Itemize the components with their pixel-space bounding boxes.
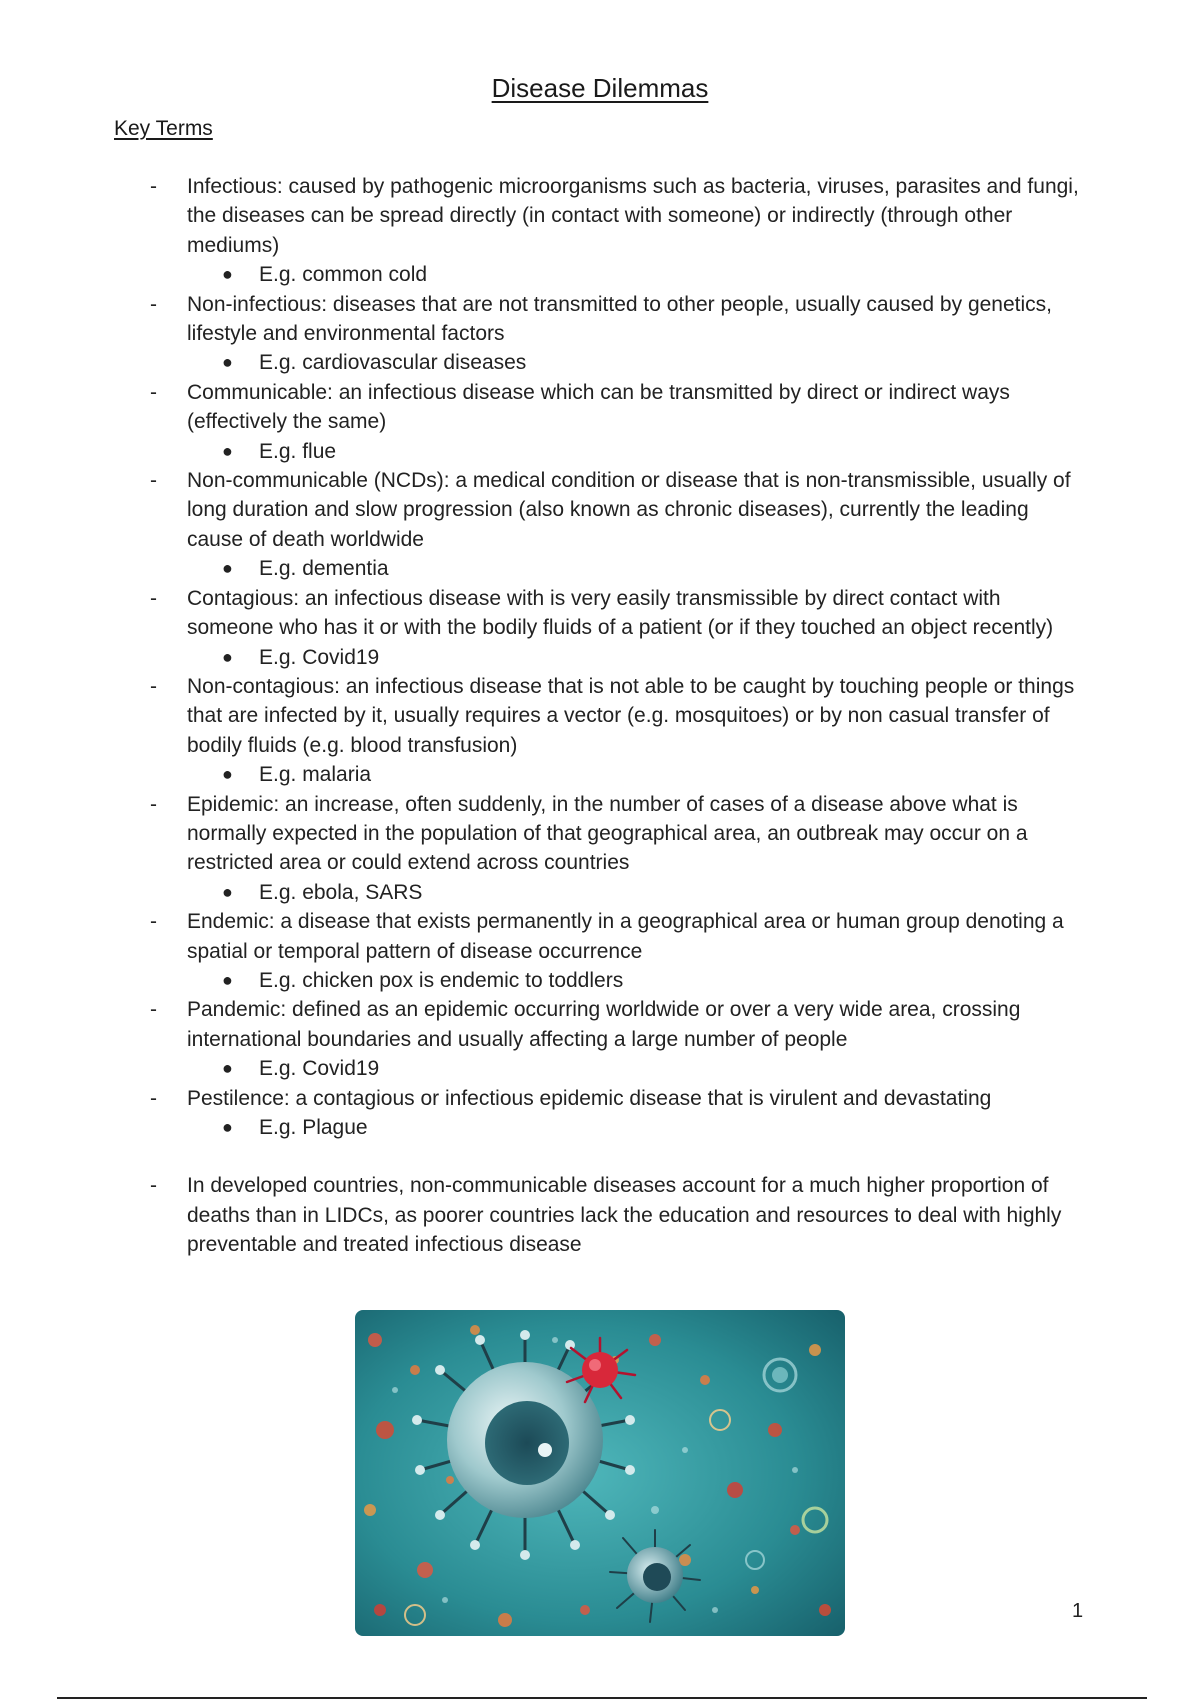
term-example: [0, 760, 1200, 789]
term-definition: Pandemic: defined as an epidemic occurring worldwide or over a very wide area, crossing international boundaries and usually affecting a large number of people: [187, 998, 1021, 1051]
example-text: E.g. flue: [259, 439, 337, 463]
term-example: [0, 966, 1200, 995]
footer-divider: [57, 1697, 1147, 1699]
term-example: [0, 437, 1200, 466]
example-text: E.g. common cold: [259, 263, 428, 287]
term-definition: Epidemic: an increase, often suddenly, in the number of cases of a disease above what is normally expected in the population of that geographical area, an outbreak may occur on a restricted area or could extend across countries: [187, 792, 1028, 875]
dash-marker: -: [150, 1174, 157, 1198]
virus-illustration: [355, 1310, 845, 1636]
term-definition: Infectious: caused by pathogenic microorganisms such as bacteria, viruses, parasites and fungi, the diseases can be spread directly (in contact with someone) or indirectly (through other mediums): [187, 175, 1079, 257]
dash-marker: -: [150, 292, 157, 316]
term-example: [0, 260, 1200, 289]
term-definition: Contagious: an infectious disease with is very easily transmissible by direct contact with someone who has it or with the bodily fluids of a patient (or if they touched an object recently): [187, 586, 1054, 640]
bullet-icon: ●: [222, 352, 233, 373]
example-text: E.g. Covid19: [259, 1057, 380, 1081]
term-item: [0, 466, 1200, 554]
term-example: [0, 1113, 1200, 1142]
term-example: [0, 348, 1200, 377]
term-item: [0, 1084, 1200, 1113]
term-example: [0, 1054, 1200, 1083]
term-definition: Endemic: a disease that exists permanently in a geographical area or human group denoting a spatial or temporal pattern of disease occurrence: [187, 910, 1064, 963]
bullet-icon: ●: [222, 1117, 233, 1137]
term-item: [0, 584, 1200, 643]
term-item: [0, 172, 1200, 260]
example-text: E.g. Covid19: [259, 645, 380, 669]
term-definition: Communicable: an infectious disease which can be transmitted by direct or indirect ways (effectively the same): [187, 380, 1010, 434]
term-example: [0, 878, 1200, 907]
bullet-icon: ●: [222, 646, 233, 667]
bullet-icon: ●: [222, 969, 233, 990]
dash-marker: -: [150, 674, 157, 698]
bullet-icon: ●: [222, 1058, 233, 1079]
dash-marker: -: [150, 380, 157, 404]
dash-marker: -: [150, 586, 157, 610]
dash-marker: -: [150, 1086, 157, 1110]
summary-note-text: In developed countries, non-communicable diseases account for a much higher proportion of deaths than in LIDCs, as poorer countries lack the education and resources to deal with highly preventable and treated infectious disease: [187, 1174, 1062, 1257]
dash-marker: -: [150, 910, 157, 934]
bullet-icon: ●: [222, 881, 233, 902]
section-heading-key-terms: Key Terms: [114, 117, 213, 140]
page-number: 1: [1072, 1600, 1084, 1622]
term-example: [0, 554, 1200, 583]
term-definition: Non-communicable (NCDs): a medical condition or disease that is non-transmissible, usually of long duration and slow progression (also known as chronic diseases), currently the leading cause of death worldwide: [187, 469, 1071, 551]
dash-marker: -: [150, 792, 157, 816]
bullet-icon: ●: [222, 264, 233, 285]
bullet-icon: ●: [222, 440, 233, 461]
example-text: E.g. malaria: [259, 763, 372, 787]
term-item: [0, 907, 1200, 966]
example-text: E.g. cardiovascular diseases: [259, 351, 527, 375]
term-definition: Pestilence: a contagious or infectious epidemic disease that is virulent and devastating: [187, 1086, 992, 1110]
example-text: E.g. chicken pox is endemic to toddlers: [259, 968, 624, 992]
example-text: E.g. Plague: [259, 1116, 368, 1139]
document-title: Disease Dilemmas: [491, 73, 709, 103]
dash-marker: -: [150, 469, 157, 493]
summary-note: [0, 1171, 1200, 1259]
term-definition: Non-contagious: an infectious disease that is not able to be caught by touching people or things that are infected by it, usually requires a vector (e.g. mosquitoes) or by non casual transfer of bodily fluids (e.g. blood transfusion): [187, 674, 1075, 757]
term-item: [0, 995, 1200, 1054]
term-item: [0, 378, 1200, 437]
term-example: [0, 643, 1200, 672]
term-item: [0, 790, 1200, 878]
dash-marker: -: [150, 175, 157, 198]
example-text: E.g. dementia: [259, 557, 389, 581]
example-text: E.g. ebola, SARS: [259, 880, 423, 904]
term-definition: Non-infectious: diseases that are not transmitted to other people, usually caused by genetics, lifestyle and environmental factors: [187, 292, 1052, 346]
bullet-icon: ●: [222, 558, 233, 579]
key-terms-list: [0, 172, 1200, 1260]
virus-illustration-icon: [355, 1310, 845, 1636]
bullet-icon: ●: [222, 764, 233, 785]
term-item: [0, 290, 1200, 349]
dash-marker: -: [150, 998, 157, 1022]
term-item: [0, 672, 1200, 760]
